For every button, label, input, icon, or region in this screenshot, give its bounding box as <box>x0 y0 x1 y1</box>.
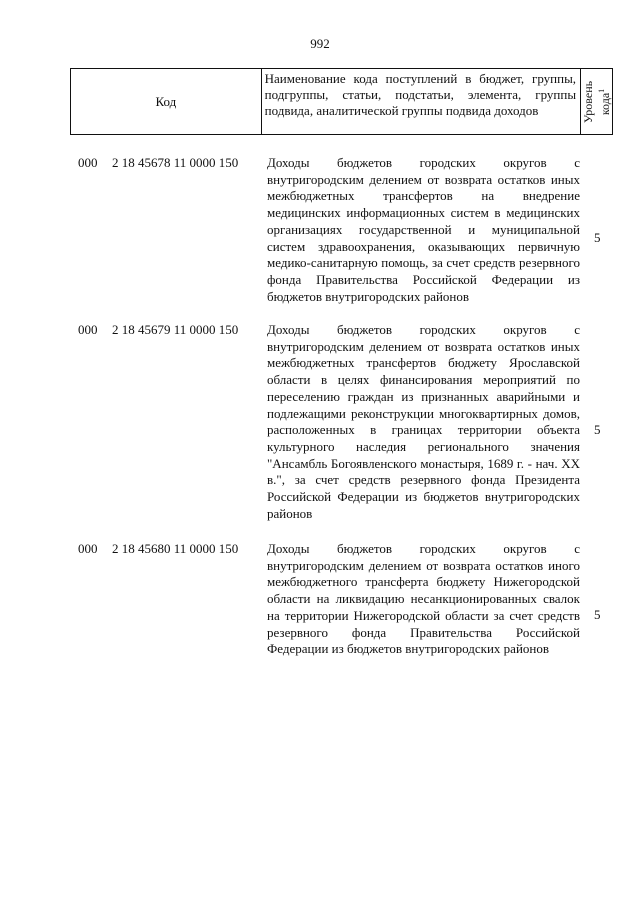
header-level-label <box>582 80 612 122</box>
row-level: 5 <box>594 607 601 622</box>
header-name-column: Наименование кода поступлений в бюджет, группы, подгруппы, статьи, подстатьи, элемента, группы подвида, аналитической группы подвида доходов <box>262 69 581 134</box>
header-level-word: Уровень <box>580 80 595 123</box>
row-prefix: 000 <box>78 541 98 556</box>
header-level-column <box>581 69 612 134</box>
row-level: 5 <box>594 422 601 437</box>
row-prefix: 000 <box>78 155 98 170</box>
table-header <box>70 68 613 135</box>
header-code-column: Код <box>71 69 262 134</box>
row-description: Доходы бюджетов городских округов с внутригородским делением от возврата остатков иного межбюджетного трансферта бюджету Нижегородской области на ликвидацию несанкционированных свалок на территории Нижегородской области за счет средств резервного фонда Правительства Российской Федерации из бюджетов внутригородских районов <box>267 541 580 657</box>
row-code: 2 18 45680 11 0000 150 <box>112 541 239 556</box>
row-level: 5 <box>594 230 601 245</box>
row-description: Доходы бюджетов городских округов с внутригородским делением от возврата остатков иных межбюджетных трансфертов бюджету Ярославской области в целях финансирования мероприятий по переселению граждан из признанных аварийными и подлежащими реконструкции многоквартирных домов, расположенных в границах территории объекта культурного наследия регионального значения "Ансамбль Богоявленского монастыря, 1689 г. - нач. XX в.", за счет средств резервного фонда Президента Российской Федерации из бюджетов внутригородских районов <box>267 322 580 521</box>
row-code: 2 18 45679 11 0000 150 <box>112 322 239 337</box>
row-code: 2 18 45678 11 0000 150 <box>112 155 239 170</box>
row-prefix: 000 <box>78 322 98 337</box>
header-level-code-word: кода <box>597 92 612 115</box>
header-level-footnote: 1 <box>596 88 606 93</box>
row-description: Доходы бюджетов городских округов с внутригородским делением от возврата остатков иных межбюджетных трансфертов на внедрение медицинских информационных систем в медицинских организациях государственной и муниципальной систем здравоохранения, оказывающих первичную медико-санитарную помощь, за счет средств резервного фонда Правительства Российской Федерации из бюджетов внутригородских районов <box>267 155 580 304</box>
page-number: 992 <box>310 36 330 51</box>
